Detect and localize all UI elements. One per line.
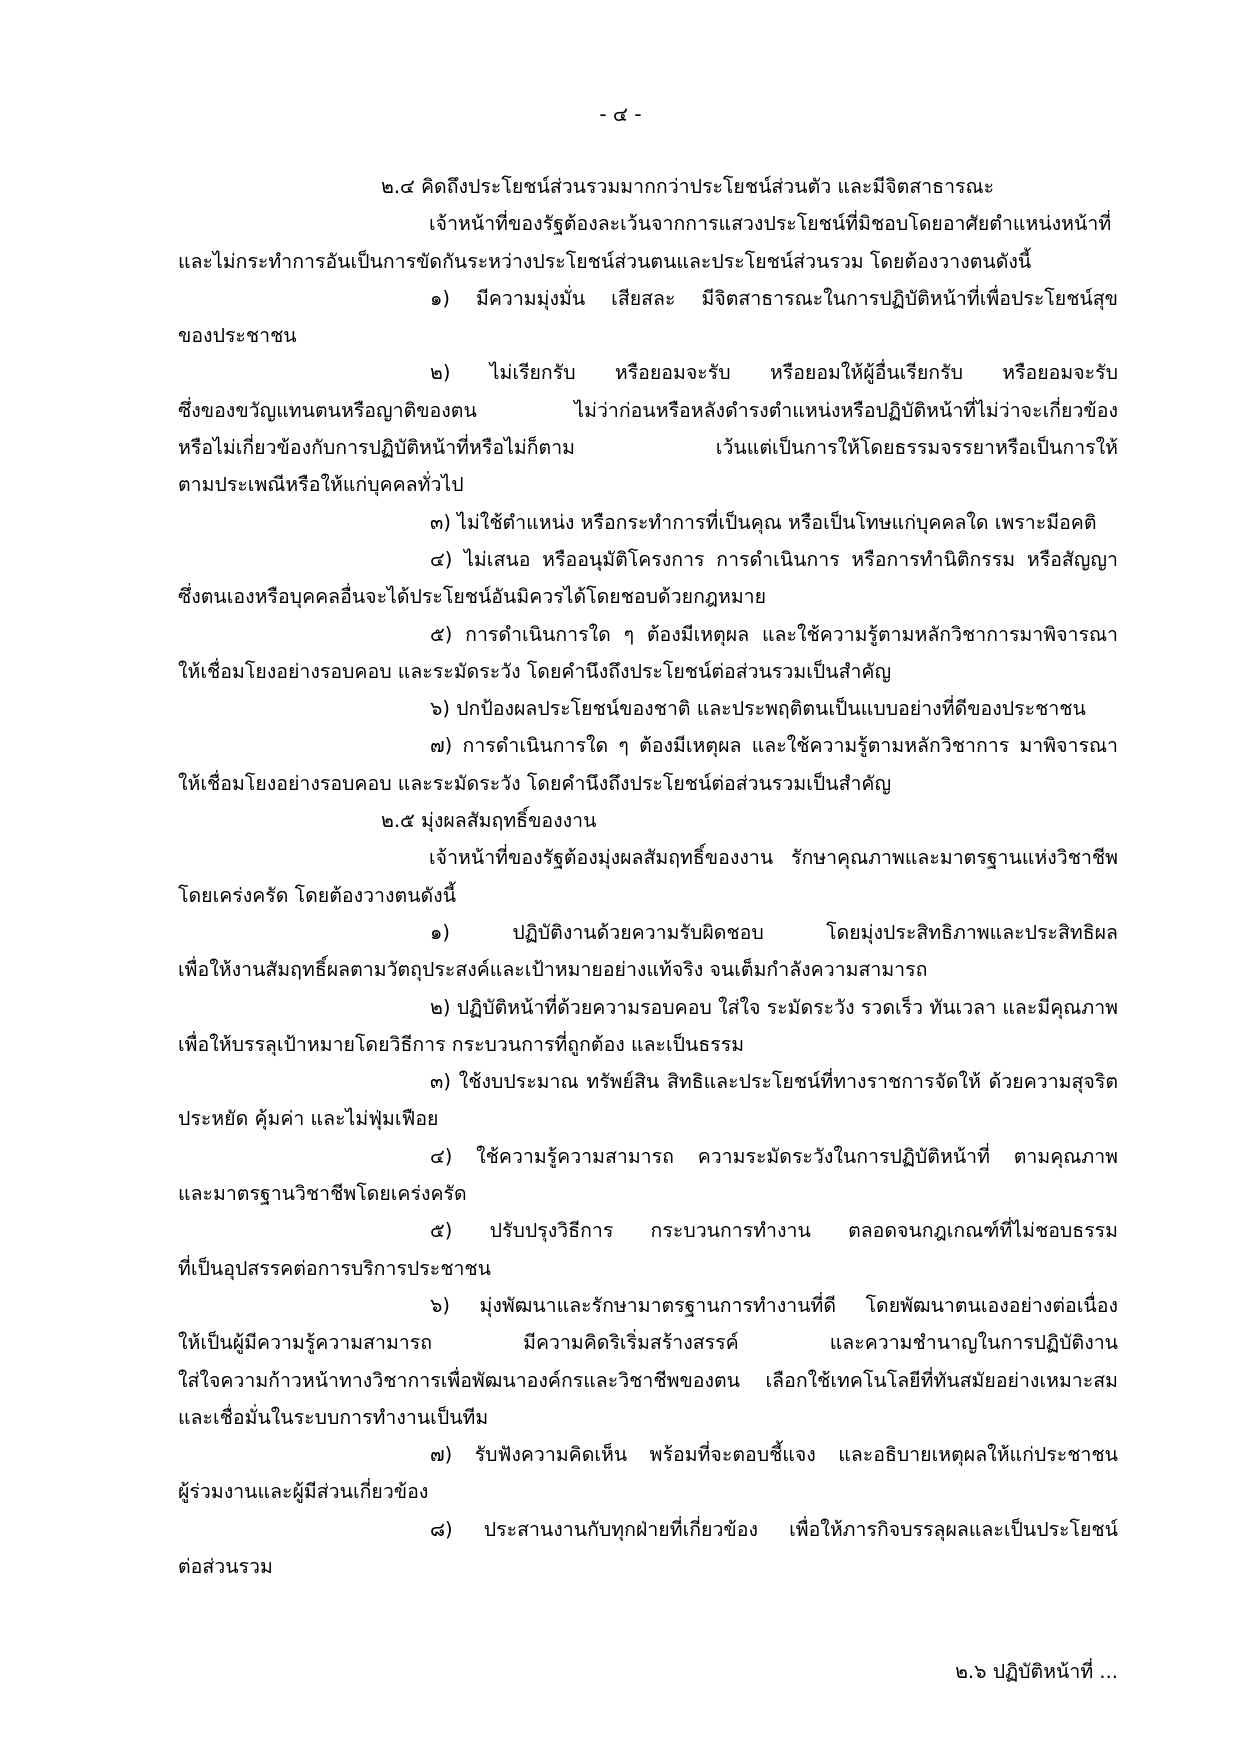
list-item-line: ต่อส่วนรวม [178, 1554, 273, 1578]
list-item-line: ๑) ปฏิบัติงานด้วยความรับผิดชอบ โดยมุ่งประสิทธิภาพและประสิทธิผล [430, 920, 1118, 944]
list-item-line: ๑) มีความมุ่งมั่น เสียสละ มีจิตสาธารณะในการปฏิบัติหน้าที่เพื่อประโยชน์สุข [430, 286, 1118, 310]
list-item [178, 1138, 1118, 1213]
list-item-line: ซึ่งตนเองหรือบุคคลอื่นจะได้ประโยชน์อันมิควรได้โดยชอบด้วยกฎหมาย [178, 585, 767, 609]
list-item [178, 1511, 1118, 1586]
list-item [178, 690, 1118, 727]
paragraph-line: เจ้าหน้าที่ของรัฐต้องละเว้นจากการแสวงประโยชน์ที่มิชอบโดยอาศัยตำแหน่งหน้าที่ [429, 212, 1112, 236]
list-item-line: เพื่อให้บรรลุเป้าหมายโดยวิธีการ กระบวนการที่ถูกต้อง และเป็นธรรม [178, 1032, 745, 1056]
document-body [178, 168, 1118, 1585]
list-item-line: ๕) ปรับปรุงวิธีการ กระบวนการทำงาน ตลอดจนกฎเกณฑ์ที่ไม่ชอบธรรม [430, 1219, 1118, 1243]
list-item-line: ๔) ไม่เสนอ หรืออนุมัติโครงการ การดำเนินการ หรือการทำนิติกรรม หรือสัญญา [430, 547, 1118, 571]
list-item-line: ที่เป็นอุปสรรคต่อการบริการประชาชน [178, 1256, 491, 1280]
list-item [178, 727, 1118, 802]
section-2-4 [178, 168, 1118, 802]
list-item-line: ใส่ใจความก้าวหน้าทางวิชาการเพื่อพัฒนาองค์กรและวิชาชีพของตน เลือกใช้เทคโนโลยีที่ทันสมัยอย่างเหมาะสม [178, 1368, 1118, 1392]
section-heading: ๒.๕ มุ่งผลสัมฤทธิ์ของงาน [381, 809, 597, 833]
list-item-line: ๗) การดำเนินการใด ๆ ต้องมีเหตุผล และใช้ความรู้ตามหลักวิชาการ มาพิจารณา [430, 734, 1118, 758]
list-item-line: ตามประเพณีหรือให้แก่บุคคลทั่วไป [178, 473, 464, 497]
list-item-line: เพื่อให้งานสัมฤทธิ์ผลตามวัตถุประสงค์และเป้าหมายอย่างแท้จริง จนเต็มกำลังความสามารถ [178, 958, 928, 982]
list-item [178, 914, 1118, 989]
paragraph-line: และไม่กระทำการอันเป็นการขัดกันระหว่างประโยชน์ส่วนตนและประโยชน์ส่วนรวม โดยต้องวางตนดังนี้ [178, 249, 1032, 273]
list-item-line: ๓) ไม่ใช้ตำแหน่ง หรือกระทำการที่เป็นคุณ หรือเป็นโทษแก่บุคคลใด เพราะมีอคติ [430, 510, 1097, 534]
list-item [178, 1287, 1118, 1436]
list-item [178, 1212, 1118, 1287]
list-item-line: ผู้ร่วมงานและผู้มีส่วนเกี่ยวข้อง [178, 1480, 429, 1504]
list-item-line: ซึ่งของขวัญแทนตนหรือญาติของตน ไม่ว่าก่อนหรือหลังดำรงตำแหน่งหรือปฏิบัติหน้าที่ไม่ว่าจะเกี่ยวข้อง [178, 398, 1118, 422]
paragraph-line: โดยเคร่งครัด โดยต้องวางตนดังนี้ [178, 883, 457, 907]
paragraph-line: เจ้าหน้าที่ของรัฐต้องมุ่งผลสัมฤทธิ์ของงาน รักษาคุณภาพและมาตรฐานแห่งวิชาชีพ [429, 846, 1118, 870]
list-item [178, 616, 1118, 691]
list-item-line: และเชื่อมั่นในระบบการทำงานเป็นทีม [178, 1405, 489, 1429]
list-item-line: ประหยัด คุ้มค่า และไม่ฟุ่มเฟือย [178, 1107, 439, 1131]
list-item [178, 354, 1118, 503]
section-2-5 [178, 802, 1118, 1585]
list-item-line: และมาตรฐานวิชาชีพโดยเคร่งครัด [178, 1182, 467, 1206]
page-number: - ๔ - [599, 102, 642, 126]
list-item-line: ให้เชื่อมโยงอย่างรอบคอบ และระมัดระวัง โดยคำนึงถึงประโยชน์ต่อส่วนรวมเป็นสำคัญ [178, 771, 892, 795]
list-item-line: ๒) ปฏิบัติหน้าที่ด้วยความรอบคอบ ใส่ใจ ระมัดระวัง รวดเร็ว ทันเวลา และมีคุณภาพ [430, 995, 1118, 1019]
list-item-line: ๔) ใช้ความรู้ความสามารถ ความระมัดระวังในการปฏิบัติหน้าที่ ตามคุณภาพ [430, 1144, 1118, 1168]
list-item-line: ๒) ไม่เรียกรับ หรือยอมจะรับ หรือยอมให้ผู้อื่นเรียกรับ หรือยอมจะรับ [430, 361, 1118, 385]
continuation-note: ๒.๖ ปฏิบัติหน้าที่ ... [955, 1660, 1118, 1683]
list-item [178, 541, 1118, 616]
list-item-line: ๕) การดำเนินการใด ๆ ต้องมีเหตุผล และใช้ความรู้ตามหลักวิชาการมาพิจารณา [430, 622, 1118, 646]
list-item-line: ๖) ปกป้องผลประโยชน์ของชาติ และประพฤติตนเป็นแบบอย่างที่ดีของประชาชน [430, 697, 1086, 721]
list-item [178, 1436, 1118, 1511]
list-item-line: ๖) มุ่งพัฒนาและรักษามาตรฐานการทำงานที่ดี โดยพัฒนาตนเองอย่างต่อเนื่อง [430, 1293, 1118, 1317]
list-item [178, 280, 1118, 355]
list-item-line: ๘) ประสานงานกับทุกฝ่ายที่เกี่ยวข้อง เพื่อให้ภารกิจบรรลุผลและเป็นประโยชน์ [430, 1517, 1118, 1541]
list-item-line: ให้เชื่อมโยงอย่างรอบคอบ และระมัดระวัง โดยคำนึงถึงประโยชน์ต่อส่วนรวมเป็นสำคัญ [178, 659, 892, 683]
list-item [178, 504, 1118, 541]
list-item [178, 989, 1118, 1064]
list-item-line: ของประชาชน [178, 324, 297, 348]
list-item [178, 1063, 1118, 1138]
list-item-line: ๓) ใช้งบประมาณ ทรัพย์สิน สิทธิและประโยชน์ที่ทางราชการจัดให้ ด้วยความสุจริต [430, 1070, 1118, 1094]
list-item-line: ให้เป็นผู้มีความรู้ความสามารถ มีความคิดริเริ่มสร้างสรรค์ และความชำนาญในการปฏิบัติงาน [178, 1331, 1118, 1355]
section-heading: ๒.๔ คิดถึงประโยชน์ส่วนรวมมากกว่าประโยชน์ส่วนตัว และมีจิตสาธารณะ [381, 175, 995, 198]
list-item-line: หรือไม่เกี่ยวข้องกับการปฏิบัติหน้าที่หรือไม่ก็ตาม เว้นแต่เป็นการให้โดยธรรมจรรยาหรือเป็นการให้ [178, 436, 1118, 460]
list-item-line: ๗) รับฟังความคิดเห็น พร้อมที่จะตอบชี้แจง และอธิบายเหตุผลให้แก่ประชาชน [430, 1443, 1118, 1467]
